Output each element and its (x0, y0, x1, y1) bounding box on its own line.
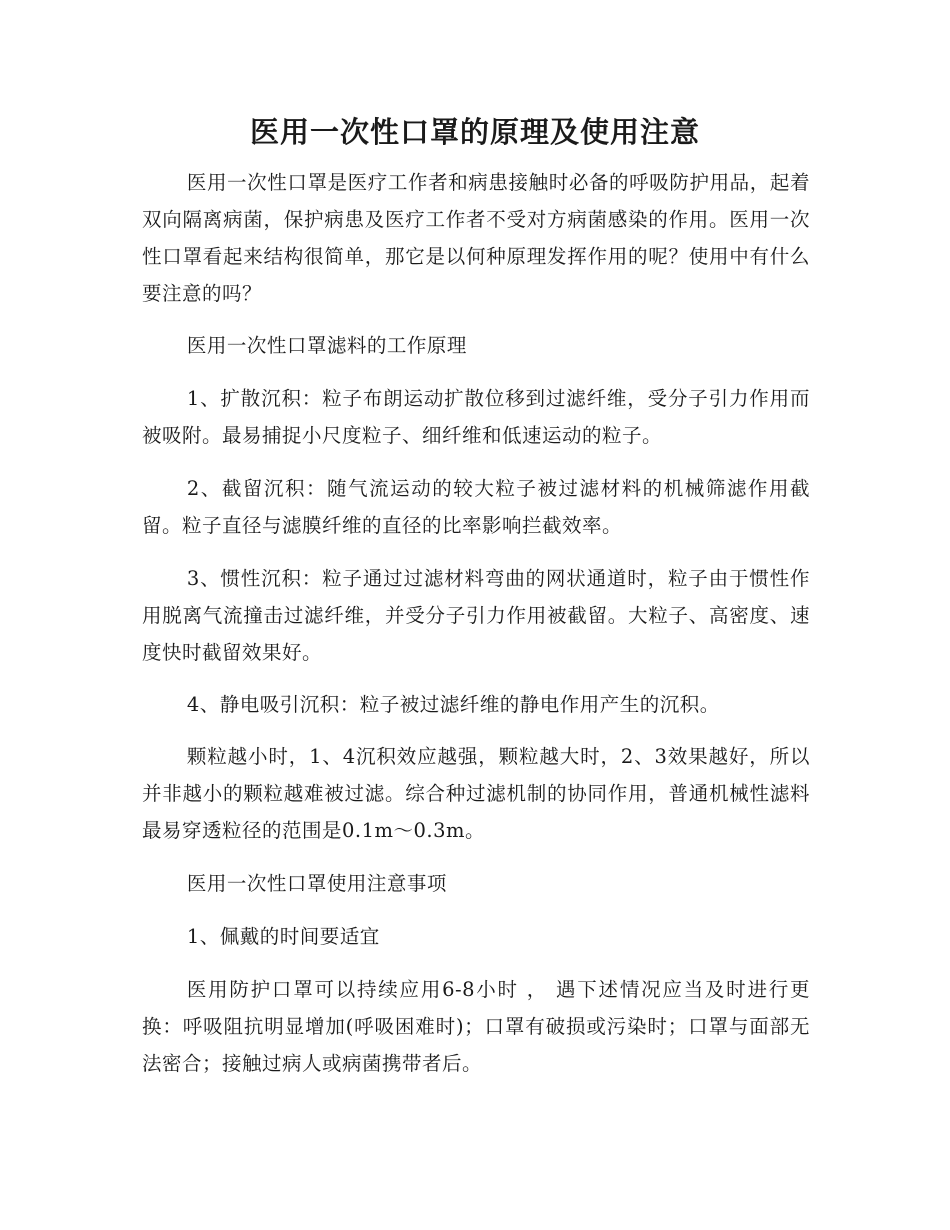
paragraph-electrostatic: 4、静电吸引沉积：粒子被过滤纤维的静电作用产生的沉积。 (186, 693, 720, 716)
paragraph-particle-size: 颗粒越小时，1、4沉积效应越强，颗粒越大时，2、3效果越好，所以并非越小的颗粒越难被过滤。综合种过滤机制的协同作用，普通机械性滤料最易穿透粒径的范围是0.1m～0.3m。 (142, 745, 810, 842)
paragraph-diffusion: 1、扩散沉积：粒子布朗运动扩散位移到过滤纤维，受分子引力作用而被吸附。最易捕捉小尺度粒子、细纤维和低速运动的粒子。 (142, 387, 810, 447)
paragraph-replacement: 医用防护口罩可以持续应用6-8小时 ， 遇下述情况应当及时进行更换：呼吸阻抗明显增加(呼吸困难时)；口罩有破损或污染时；口罩与面部无法密合；接触过病人或病菌携带者后。 (142, 978, 810, 1075)
heading-usage-notes: 医用一次性口罩使用注意事项 (186, 872, 447, 895)
paragraph-inertial: 3、惯性沉积：粒子通过过滤材料弯曲的网状通道时，粒子由于惯性作用脱离气流撞击过滤纤维，并受分子引力作用被截留。大粒子、高密度、速度快时截留效果好。 (142, 567, 810, 664)
paragraph-wear-time: 1、佩戴的时间要适宜 (186, 925, 380, 948)
paragraph-intro: 医用一次性口罩是医疗工作者和病患接触时必备的呼吸防护用品，起着双向隔离病菌，保护病患及医疗工作者不受对方病菌感染的作用。医用一次性口罩看起来结构很简单，那它是以何种原理发挥作用的呢？使用中有什么要注意的吗？ (142, 171, 810, 305)
heading-filter-principle: 医用一次性口罩滤料的工作原理 (186, 334, 467, 357)
paragraph-interception: 2、截留沉积：随气流运动的较大粒子被过滤材料的机械筛滤作用截留。粒子直径与滤膜纤维的直径的比率影响拦截效率。 (142, 477, 810, 537)
document-title: 医用一次性口罩的原理及使用注意 (249, 115, 700, 149)
